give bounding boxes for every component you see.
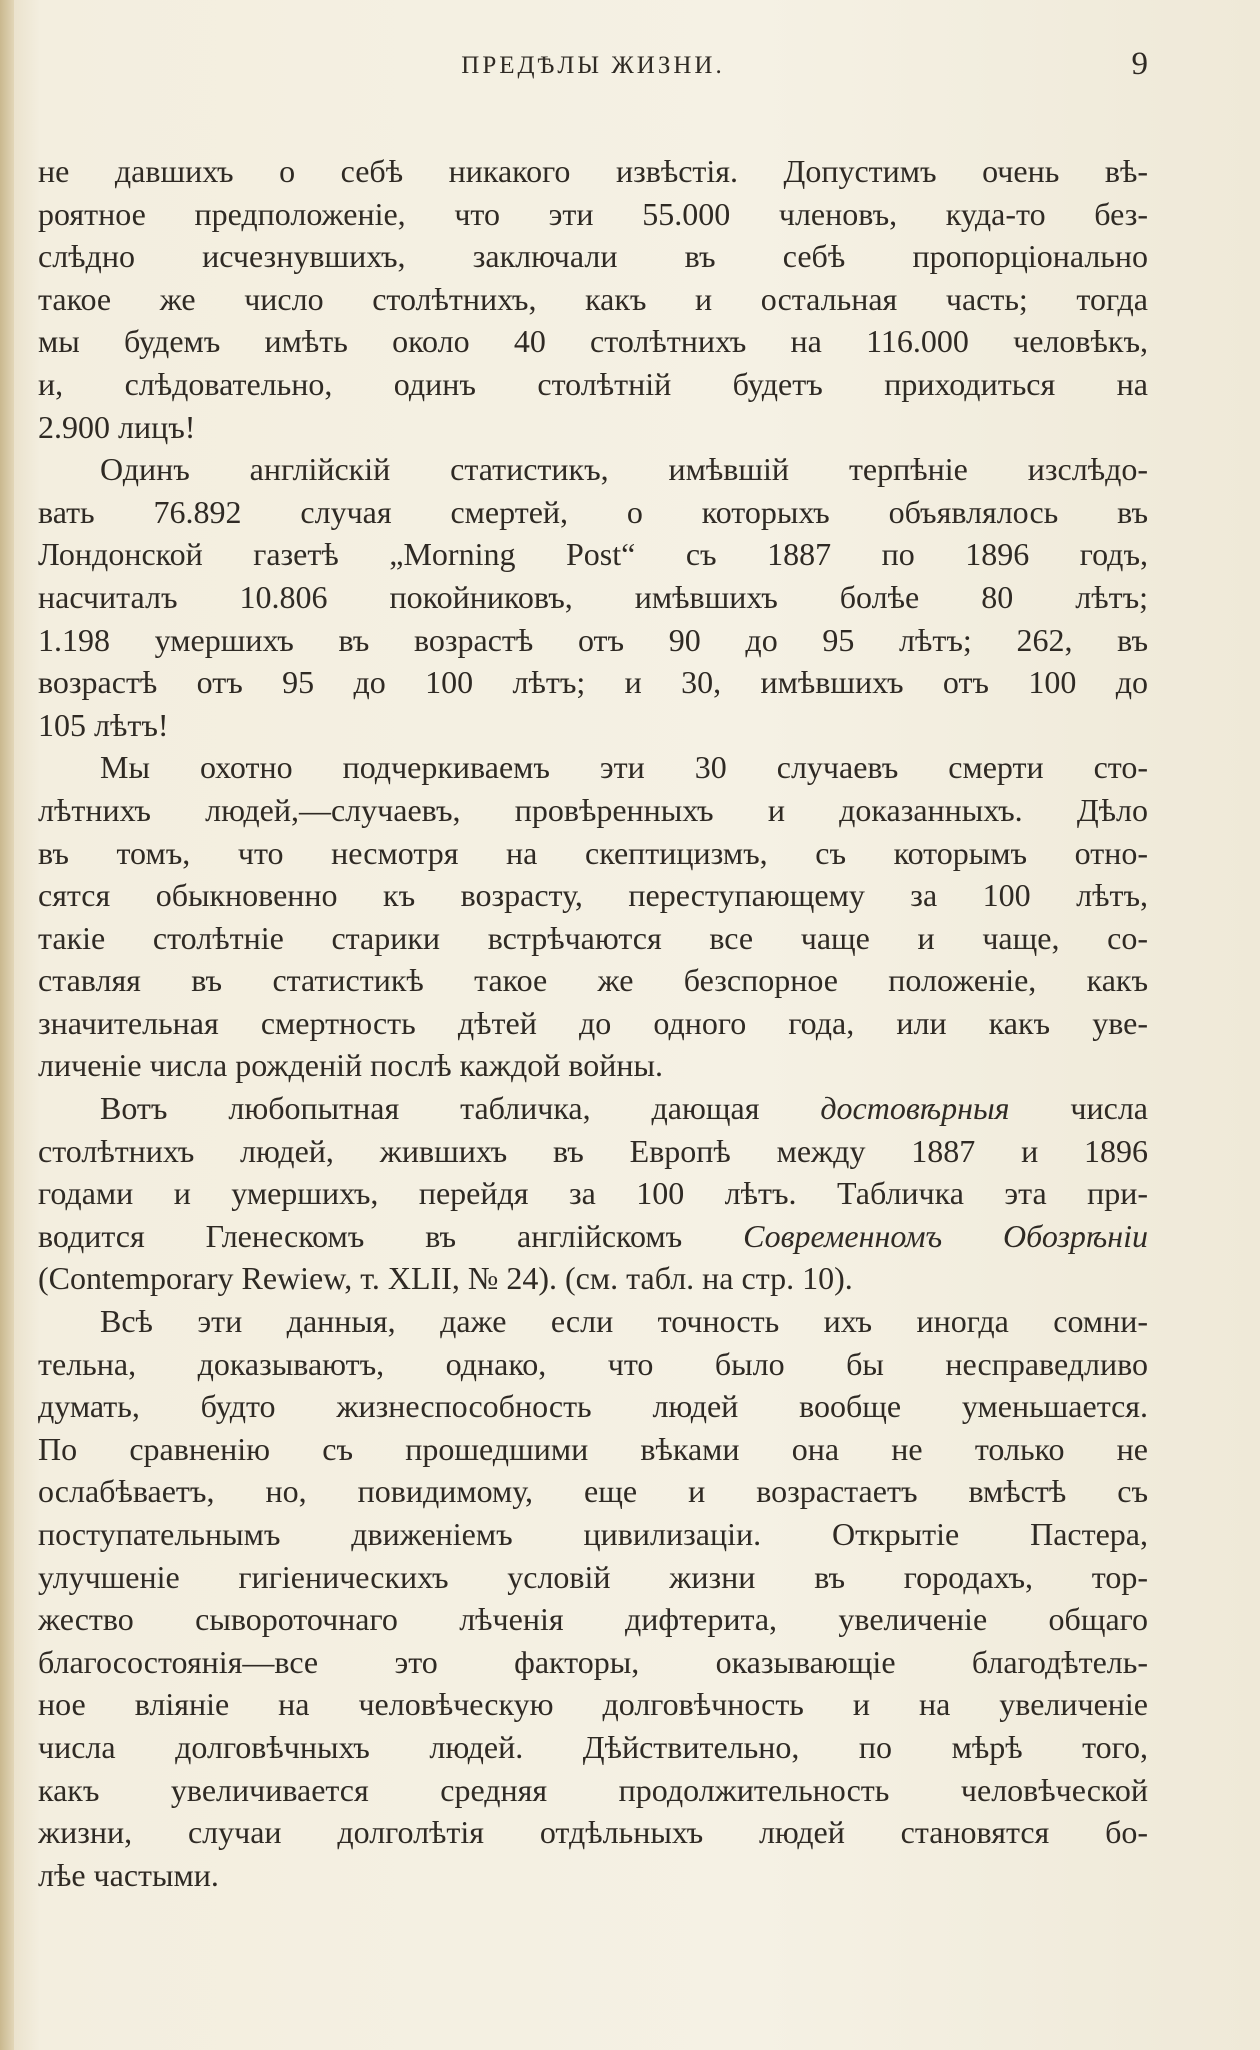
text-line: 1.198 умершихъ въ возрастѣ отъ 90 до 95 лѣтъ; 262, въ	[38, 621, 1148, 658]
text-line: какъ увеличивается средняя продолжительность человѣческой	[38, 1771, 1148, 1808]
text-line: и, слѣдовательно, одинъ столѣтній будетъ приходиться на	[38, 365, 1148, 402]
text-line: жизни, случаи долголѣтія отдѣльныхъ людей становятся бо-	[38, 1814, 1148, 1851]
text-line: сятся обыкновенно къ возрасту, переступающему за 100 лѣтъ,	[38, 877, 1148, 914]
text-line: роятное предположеніе, что эти 55.000 членовъ, куда-то без-	[38, 195, 1148, 232]
text-line: думать, будто жизнеспособность людей вообще уменьшается.	[38, 1388, 1148, 1425]
text-line: ное вліяніе на человѣческую долговѣчность и на увеличеніе	[38, 1686, 1148, 1723]
text-line: возрастѣ отъ 95 до 100 лѣтъ; и 30, имѣвшихъ отъ 100 до	[38, 664, 1148, 701]
text-line: благосостоянія—все это факторы, оказывающіе благодѣтель-	[38, 1643, 1148, 1680]
text-line: ослабѣваетъ, но, повидимому, еще и возрастаетъ вмѣстѣ съ	[38, 1473, 1148, 1510]
italic-title: Современномъ Обозрѣніи	[743, 1217, 1148, 1254]
text-line: значительная смертность дѣтей до одного года, или какъ уве-	[38, 1004, 1148, 1041]
text-line: лѣтнихъ людей,—случаевъ, провѣренныхъ и доказанныхъ. Дѣло	[38, 791, 1148, 828]
text-line: поступательнымъ движеніемъ цивилизаціи. Открытіе Пастера,	[38, 1516, 1148, 1552]
text-line: личеніе числа рожденій послѣ каждой войны.	[38, 1047, 664, 1084]
text-line: мы будемъ имѣть около 40 столѣтнихъ на 116.000 человѣкъ,	[38, 323, 1148, 360]
text-line: числа долговѣчныхъ людей. Дѣйствительно, по мѣрѣ того,	[38, 1728, 1148, 1765]
italic-term: достовѣрныя	[820, 1090, 1010, 1127]
line-text: числа	[1009, 1090, 1148, 1127]
text-line: годами и умершихъ, перейдя за 100 лѣтъ. Табличка эта при-	[38, 1175, 1148, 1212]
text-line: улучшеніе гигіеническихъ условій жизни въ городахъ, тор-	[38, 1558, 1148, 1595]
text-line: (Contemporary Rewiew, т. XLII, № 24). (см. табл. на стр. 10).	[38, 1260, 853, 1297]
text-line: вать 76.892 случая смертей, о которыхъ объявлялось въ	[38, 493, 1148, 530]
running-title: ПРЕДѢЛЫ ЖИЗНИ.	[461, 52, 725, 79]
page-binding-edge	[0, 0, 14, 2050]
text-line	[38, 1215, 1148, 1258]
body-text	[38, 150, 1148, 1896]
line-text: Вотъ любопытная табличка, дающая	[100, 1090, 821, 1127]
text-line: слѣдно исчезнувшихъ, заключали въ себѣ пропорціонально	[38, 238, 1148, 275]
text-line: 105 лѣтъ!	[38, 706, 169, 743]
paragraph-first-line: Всѣ эти данныя, даже если точность ихъ иногда сомни-	[100, 1303, 1148, 1340]
text-line: въ томъ, что несмотря на скептицизмъ, съ которымъ отно-	[38, 834, 1148, 871]
text-line: тельна, доказываютъ, однако, что было бы несправедливо	[38, 1345, 1148, 1382]
text-line: не давшихъ о себѣ никакого извѣстія. Допустимъ очень вѣ-	[38, 153, 1148, 189]
text-line: жество сывороточнаго лѣченія дифтерита, увеличеніе общаго	[38, 1601, 1148, 1638]
paragraph-first-line: Мы охотно подчеркиваемъ эти 30 случаевъ смерти сто-	[100, 749, 1148, 786]
text-line: насчиталъ 10.806 покойниковъ, имѣвшихъ болѣе 80 лѣтъ;	[38, 578, 1148, 615]
page-header	[38, 46, 1148, 92]
text-line: столѣтнихъ людей, жившихъ въ Европѣ между 1887 и 1896	[38, 1132, 1148, 1169]
text-line: 2.900 лицъ!	[38, 408, 196, 445]
text-line: ставляя въ статистикѣ такое же безспорное положеніе, какъ	[38, 962, 1148, 999]
text-line: Лондонской газетѣ „Morning Post“ съ 1887 по 1896 годъ,	[38, 536, 1148, 573]
text-line: такіе столѣтніе старики встрѣчаются все чаще и чаще, со-	[38, 919, 1148, 956]
text-line: такое же число столѣтнихъ, какъ и остальная часть; тогда	[38, 280, 1148, 317]
text-line: По сравненію съ прошедшими вѣками она не только не	[38, 1430, 1148, 1467]
text-line: лѣе частыми.	[38, 1856, 219, 1893]
line-text: водится Гленескомъ въ англійскомъ	[38, 1217, 744, 1254]
paragraph-first-line	[38, 1087, 1148, 1130]
paragraph-first-line: Одинъ англійскій статистикъ, имѣвшій терпѣніе изслѣдо-	[100, 451, 1148, 488]
page-number: 9	[1131, 46, 1148, 82]
